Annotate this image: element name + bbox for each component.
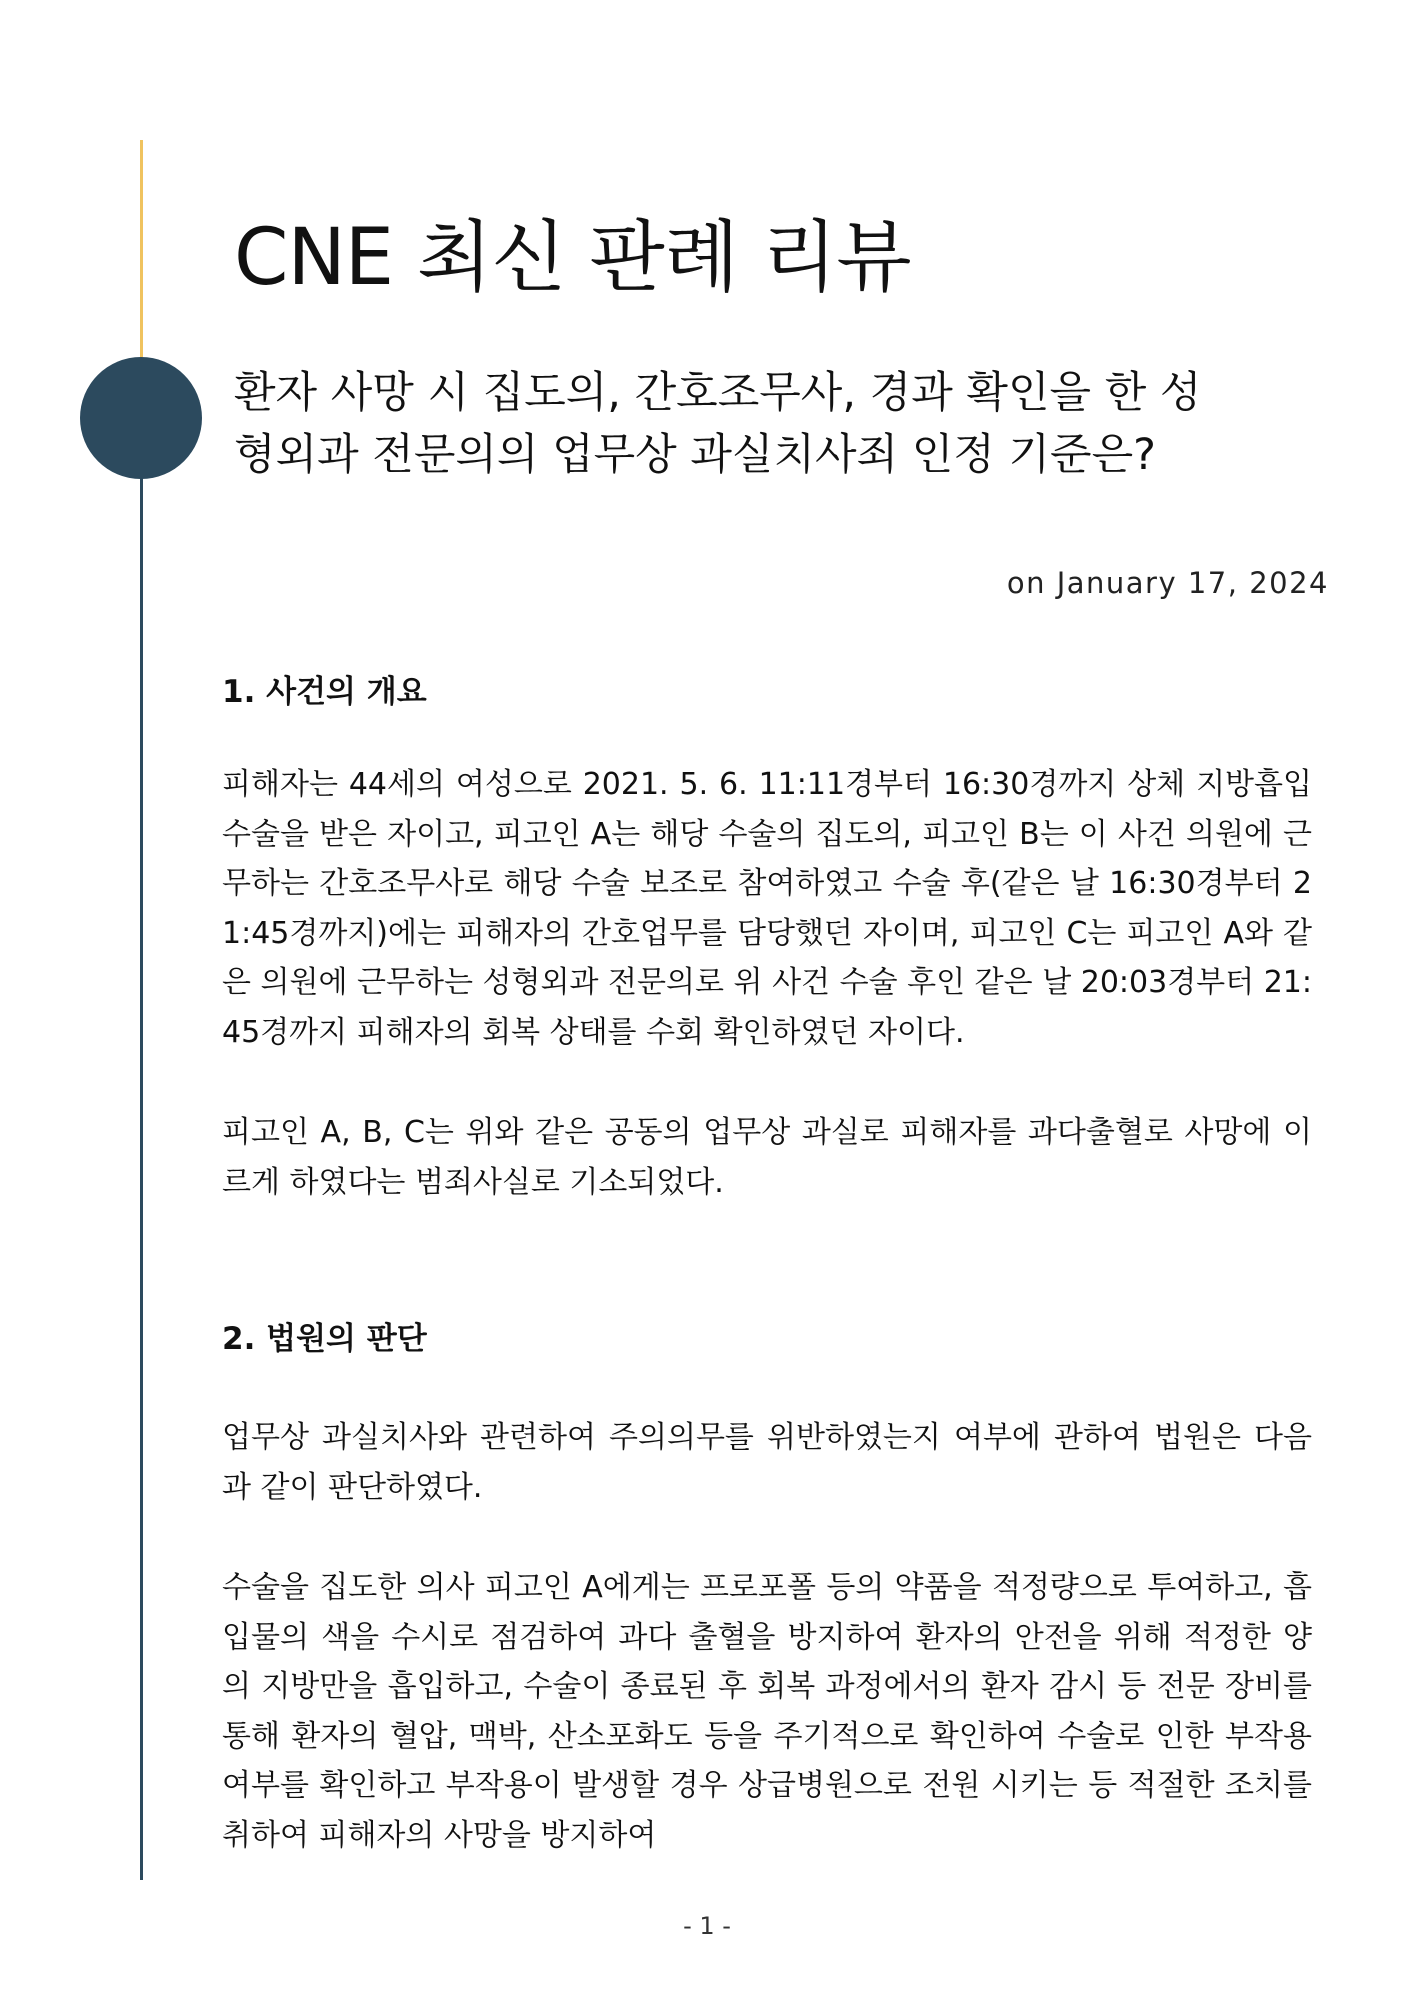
judgment-paragraph-1: 업무상 과실치사와 관련하여 주의의무를 위반하였는지 여부에 관하여 법원은 다음과 같이 판단하였다. bbox=[222, 1420, 1312, 1505]
page-number: - 1 - bbox=[683, 1912, 731, 1940]
page-subtitle: 환자 사망 시 집도의, 간호조무사, 경과 확인을 한 성형외과 전문의의 업무상 과실치사죄 인정 기준은? bbox=[234, 368, 1202, 480]
section-heading-overview: 1. 사건의 개요 bbox=[222, 674, 427, 710]
section-heading-judgment: 2. 법원의 판단 bbox=[222, 1321, 427, 1357]
timeline-marker-circle bbox=[80, 357, 202, 479]
timeline-accent-line-navy bbox=[140, 420, 143, 1880]
overview-paragraph-1: 피해자는 44세의 여성으로 2021. 5. 6. 11:11경부터 16:30경까지 상체 지방흡입 수술을 받은 자이고, 피고인 A는 해당 수술의 집도의, 피고인 B는 이 사건 의원에 근무하는 간호조무사로 해당 수술 보조로 참여하였고 수술 후(같은 날 16:30경부터 21:45경까지)에는 피해자의 간호업무를 담당했던 자이며, 피고인 C는 피고인 A와 같은 의원에 근무하는 성형외과 전문의로 위 사건 수술 후인 같은 날 20:03경부터 21:45경까지 피해자의 회복 상태를 수회 확인하였던 자이다. bbox=[222, 767, 1312, 1050]
overview-paragraph-2: 피고인 A, B, C는 위와 같은 공동의 업무상 과실로 피해자를 과다출혈로 사망에 이르게 하였다는 범죄사실로 기소되었다. bbox=[222, 1115, 1312, 1200]
publish-date: on January 17, 2024 bbox=[1006, 566, 1329, 600]
judgment-paragraph-2: 수술을 집도한 의사 피고인 A에게는 프로포폴 등의 약품을 적정량으로 투여하고, 흡입물의 색을 수시로 점검하여 과다 출혈을 방지하여 환자의 안전을 위해 적정한 양의 지방만을 흡입하고, 수술이 종료된 후 회복 과정에서의 환자 감시 등 전문 장비를 통해 환자의 혈압, 맥박, 산소포화도 등을 주기적으로 확인하여 수술로 인한 부작용 여부를 확인하고 부작용이 발생할 경우 상급병원으로 전원 시키는 등 적절한 조치를 취하여 피해자의 사망을 방지하여 bbox=[222, 1570, 1312, 1853]
page-title: CNE 최신 판례 리뷰 bbox=[234, 213, 911, 303]
